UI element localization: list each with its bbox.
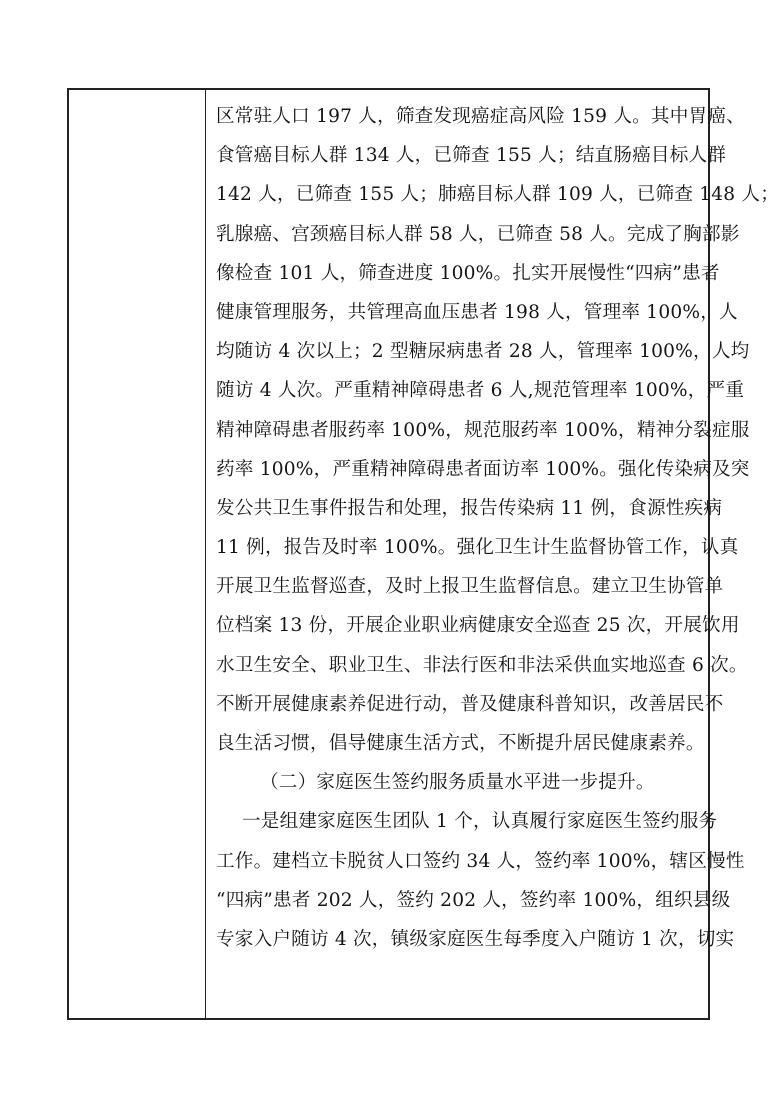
text-line: 良生活习惯，倡导健康生活方式，不断提升居民健康素养。	[216, 733, 705, 754]
section-heading: （二）家庭医生签约服务质量水平进一步提升。	[260, 772, 655, 794]
table-right-cell	[216, 97, 780, 959]
text-line: 水卫生安全、职业卫生、非法行医和非法采供血实地巡查 6 次。	[216, 654, 748, 676]
text-line: 11 例，报告及时率 100%。强化卫生计生监督协管工作，认真	[216, 537, 739, 559]
text-line: 位档案 13 份，开展企业职业病健康安全巡查 25 次，开展饮用	[216, 615, 740, 637]
text-line: 不断开展健康素养促进行动，普及健康科普知识，改善居民不	[216, 693, 724, 715]
text-line: 药率 100%，严重精神障碍患者面访率 100%。强化传染病及突	[216, 458, 750, 480]
text-line: 工作。建档立卡脱贫人口签约 34 人，签约率 100%，辖区慢性	[216, 850, 745, 872]
text-line: 随访 4 人次。严重精神障碍患者 6 人,规范管理率 100%，严重	[216, 380, 745, 402]
text-line: 精神障碍患者服药率 100%，规范服药率 100%，精神分裂症服	[216, 419, 750, 441]
text-line: “四病”患者 202 人，签约 202 人，签约率 100%，组织县级	[216, 889, 731, 911]
text-line: 像检查 101 人，筛查进度 100%。扎实开展慢性“四病”患者	[216, 262, 720, 284]
text-line: 健康管理服务，共管理高血压患者 198 人，管理率 100%，人	[216, 301, 738, 323]
text-line: 发公共卫生事件报告和处理，报告传染病 11 例，食源性疾病	[216, 497, 723, 519]
text-line: 均随访 4 次以上；2 型糖尿病患者 28 人，管理率 100%，人均	[216, 341, 750, 363]
table-column-divider	[205, 88, 206, 1020]
text-line: 乳腺癌、宫颈癌目标人群 58 人，已筛查 58 人。完成了胸部影	[216, 223, 740, 245]
table-left-cell	[69, 90, 204, 1018]
text-line: 食管癌目标人群 134 人，已筛查 155 人；结直肠癌目标人群	[216, 145, 727, 167]
text-line: 142 人，已筛查 155 人；肺癌目标人群 109 人，已筛查 148 人；	[216, 184, 780, 206]
paragraph-first-line: 一是组建家庭医生团队 1 个，认真履行家庭医生签约服务	[242, 811, 718, 833]
text-line: 开展卫生监督巡查，及时上报卫生监督信息。建立卫生协管单	[216, 576, 724, 598]
text-line: 专家入户随访 4 次，镇级家庭医生每季度入户随访 1 次，切实	[216, 928, 735, 950]
text-line: 区常驻人口 197 人，筛查发现癌症高风险 159 人。其中胃癌、	[216, 106, 745, 127]
